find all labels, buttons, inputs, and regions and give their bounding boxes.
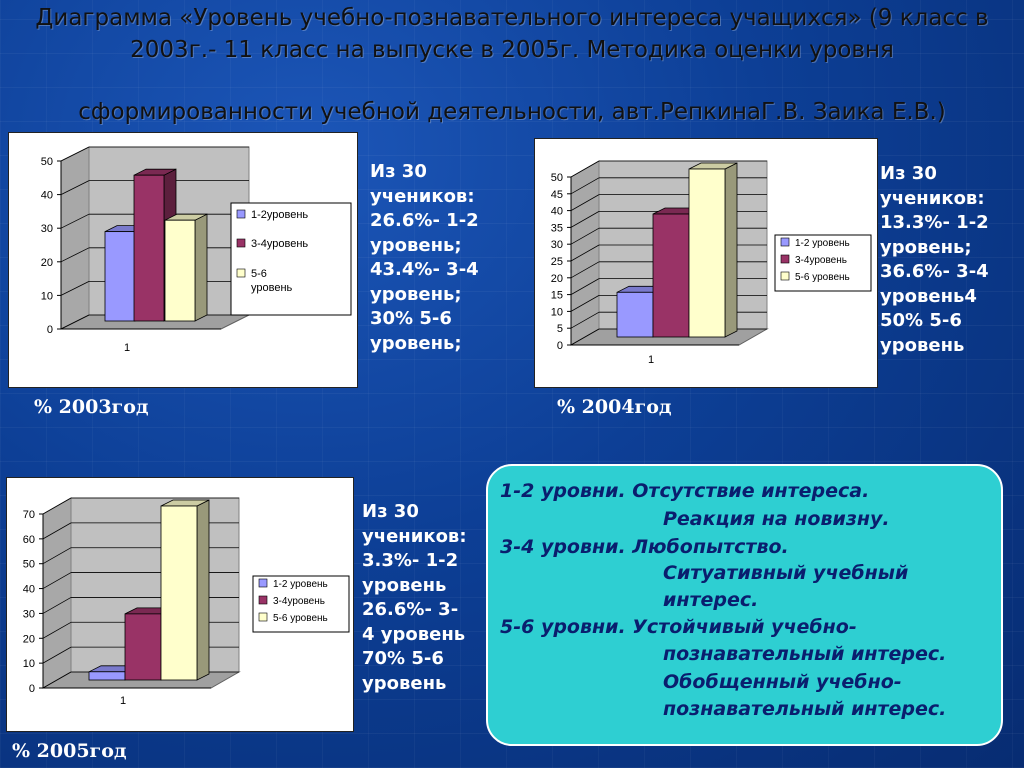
chart-side-wall (61, 147, 89, 329)
legend-label: 3-4уровень (795, 255, 847, 266)
y-tick-label: 5 (556, 323, 563, 336)
chart-2003 (9, 133, 357, 387)
legend-label: 1-2уровень (251, 209, 309, 221)
x-tick-label: 1 (647, 354, 655, 366)
legend-label-cont: уровень (251, 282, 293, 294)
y-tick-label: 0 (46, 324, 53, 336)
description-line: уровень; (370, 332, 462, 354)
description-line: учеников: (370, 185, 475, 207)
y-tick-label: 0 (28, 683, 35, 695)
description-line: уровень (362, 672, 447, 694)
y-tick-label: 50 (40, 156, 53, 168)
description-line: уровень4 (880, 285, 977, 307)
bar (105, 232, 135, 321)
y-tick-label: 20 (22, 633, 35, 646)
year-label-2003: % 2003год (34, 396, 149, 418)
description-line: 3.3%- 1-2 (362, 550, 459, 571)
bar (617, 292, 653, 337)
y-tick-label: 70 (22, 509, 35, 521)
y-tick-label: 20 (550, 272, 563, 285)
y-tick-label: 40 (40, 189, 53, 202)
bar (89, 672, 125, 680)
y-tick-label: 0 (556, 340, 563, 352)
description-line: 36.6%- 3-4 (880, 261, 989, 282)
legend-label: 5-6 уровень (273, 613, 328, 624)
legend-swatch (781, 238, 789, 246)
legend-swatch (781, 272, 789, 280)
y-tick-label: 30 (40, 223, 53, 236)
legend-label: 1-2 уровень (273, 579, 328, 590)
legend-line-1: 1-2 уровни. Отсутствие интереса. (500, 480, 870, 502)
legend-line-9: познавательный интерес. (663, 698, 947, 720)
description-line: Из 30 (370, 161, 427, 182)
y-tick-label: 10 (40, 290, 53, 303)
chart-2004-box (534, 138, 878, 388)
legend-line-5: интерес. (663, 589, 759, 611)
chart-side-wall (43, 498, 71, 688)
slide-title-text-a: Диаграмма «Уровень учебно-познавательного интереса учащихся» (9 класс в (35, 5, 989, 31)
description-line: учеников: (880, 187, 985, 209)
bar (165, 220, 195, 321)
description-2004 (880, 162, 989, 358)
y-tick-label: 20 (40, 256, 53, 269)
description-line: 26.6%- 1-2 (370, 210, 479, 231)
description-line: 43.4%- 3-4 (370, 259, 479, 280)
legend-swatch (259, 596, 267, 604)
bar-side (197, 500, 209, 680)
y-tick-label: 40 (22, 583, 35, 596)
description-line: учеников: (362, 525, 467, 547)
legend-swatch (237, 239, 245, 247)
description-line: уровень; (880, 236, 972, 258)
bar (134, 175, 164, 321)
y-tick-label: 60 (22, 533, 35, 546)
y-tick-label: 30 (22, 608, 35, 621)
y-tick-label: 40 (550, 205, 563, 218)
legend-line-7: познавательный интерес. (663, 643, 947, 665)
y-tick-label: 45 (550, 188, 563, 201)
description-line: уровень (880, 334, 965, 356)
description-line: 30% 5-6 (370, 308, 452, 329)
chart-2005-box (6, 477, 354, 732)
legend-swatch (237, 210, 245, 218)
chart-2005 (7, 478, 353, 731)
slide-title-text-b: 2003г.- 11 класс на выпуске в 2005г. Методика оценки уровня (130, 37, 894, 63)
slide-title-line1 (0, 2, 1024, 66)
y-tick-label: 25 (550, 256, 563, 268)
legend-label: 5-6 уровень (795, 272, 850, 283)
description-line: уровень; (370, 283, 462, 305)
levels-legend-panel (486, 464, 1003, 746)
description-line: Из 30 (362, 501, 419, 522)
bar-side (195, 214, 207, 321)
y-tick-label: 10 (22, 658, 35, 671)
description-line: 4 уровень (362, 623, 466, 645)
y-tick-label: 50 (550, 172, 563, 184)
description-line: 26.6%- 3- (362, 599, 459, 620)
bar (689, 169, 725, 337)
legend-line-2: Реакция на новизну. (663, 508, 890, 530)
description-line: Из 30 (880, 163, 937, 184)
y-tick-label: 10 (550, 306, 563, 319)
y-tick-label: 30 (550, 239, 563, 252)
description-line: уровень; (370, 234, 462, 256)
legend-swatch (259, 613, 267, 621)
year-label-2004: % 2004год (557, 396, 672, 418)
description-2003 (370, 160, 479, 356)
chart-2003-box (8, 132, 358, 388)
legend-swatch (237, 269, 245, 277)
legend-label: 1-2 уровень (795, 238, 850, 249)
legend-line-6: 5-6 уровни. Устойчивый учебно- (500, 616, 857, 638)
slide-title-line2: сформированности учебной деятельности, авт.РепкинаГ.В. Заика Е.В.) (78, 99, 946, 125)
legend-line-8: Обобщенный учебно- (663, 671, 902, 693)
y-tick-label: 35 (550, 222, 563, 235)
x-tick-label: 1 (123, 342, 131, 354)
y-tick-label: 15 (550, 289, 563, 302)
bar (161, 506, 197, 680)
legend-label: 3-4уровень (273, 596, 325, 607)
legend-line-4: Ситуативный учебный (663, 562, 909, 584)
description-line: уровень (362, 574, 447, 596)
legend-swatch (781, 255, 789, 263)
legend-label: 5-6 (251, 268, 267, 280)
bar (653, 214, 689, 337)
description-line: 13.3%- 1-2 (880, 212, 989, 233)
legend-label: 3-4уровень (251, 238, 309, 250)
description-2005 (362, 500, 467, 696)
bar-side (725, 163, 737, 337)
bar (125, 614, 161, 680)
year-label-2005: % 2005год (12, 740, 127, 762)
y-tick-label: 50 (22, 558, 35, 571)
x-tick-label: 1 (119, 695, 127, 707)
legend-line-3: 3-4 уровни. Любопытство. (500, 536, 789, 558)
description-line: 50% 5-6 (880, 310, 962, 331)
description-line: 70% 5-6 (362, 648, 444, 669)
chart-2004 (535, 139, 877, 387)
legend-swatch (259, 579, 267, 587)
